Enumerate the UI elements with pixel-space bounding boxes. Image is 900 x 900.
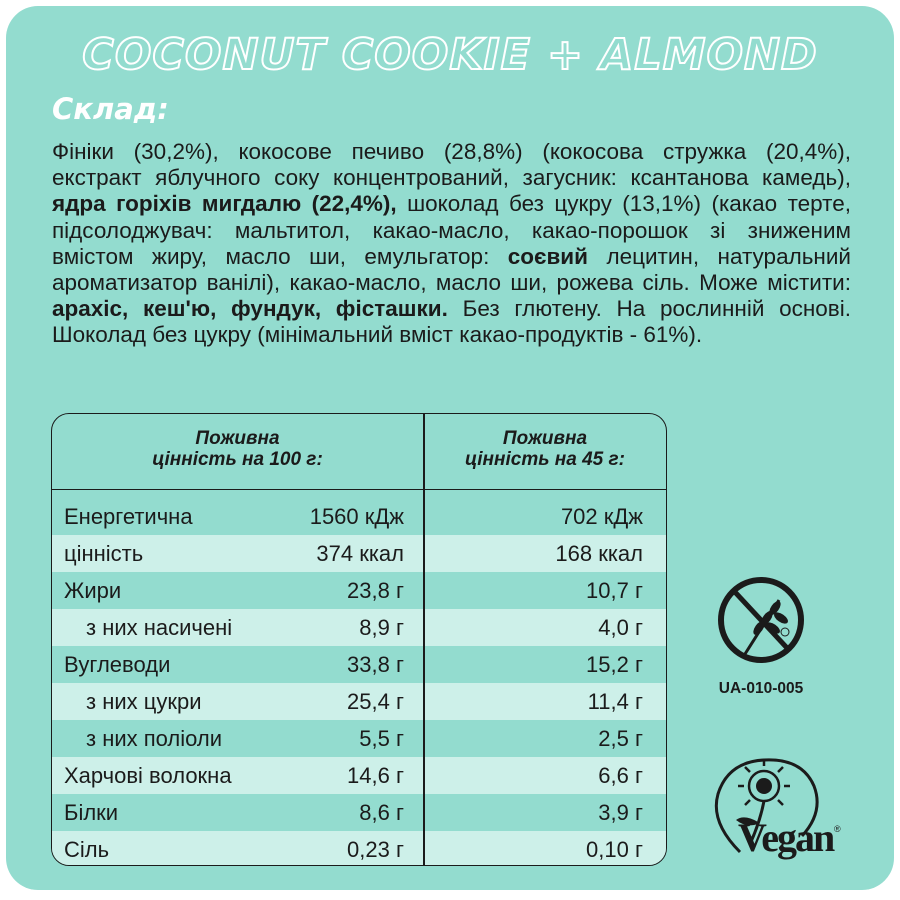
row-value-45g: 168 ккал (555, 541, 643, 566)
row-value-100g: 5,5 г (359, 726, 404, 751)
row-value-45g: 3,9 г (598, 800, 643, 825)
table-row (52, 498, 666, 535)
header-per-45g-line1: Поживна (502, 428, 588, 449)
vegan-registered-mark: ® (834, 824, 841, 834)
column-divider (423, 414, 425, 865)
table-row (52, 646, 666, 683)
row-label: Білки (64, 800, 119, 825)
row-value-100g: 1560 кДж (309, 504, 404, 529)
row-value-45g: 0,10 г (586, 837, 643, 862)
nutrition-table (51, 413, 667, 866)
row-value-100g: 374 ккал (316, 541, 404, 566)
table-row (52, 683, 666, 720)
table-row (52, 831, 666, 866)
row-label: цінність (64, 541, 144, 566)
composition-part: лецитин, натуральний ароматизатор ванілі), какао-масло, масло ши, рожева сіль. Може містити: (52, 243, 851, 296)
row-value-100g: 33,8 г (347, 652, 404, 677)
row-label: Вуглеводи (64, 652, 171, 677)
table-row (52, 572, 666, 609)
composition-allergen-almond: ядра горіхів мигдалю (22,4%), (52, 191, 397, 217)
row-label: Енергетична (64, 504, 193, 529)
table-row (52, 720, 666, 757)
header-per-100g-line1: Поживна (195, 428, 280, 449)
row-label: з них насичені (86, 615, 233, 640)
vegan-logo-text: Vegan (738, 815, 834, 860)
composition-part: шоколад без цукру (13,1%) (какао терте, підсолоджувач: мальтитол, какао-масло, какао-порошок зі зниженим вмістом жиру, масло ши, емульгатор: (52, 191, 851, 269)
row-value-100g: 8,9 г (359, 615, 404, 640)
composition-allergen-soy: соєвий (507, 243, 588, 269)
row-label: Жири (64, 578, 122, 603)
row-value-45g: 15,2 г (586, 652, 643, 677)
row-label: Сіль (64, 837, 110, 862)
row-value-45g: 2,5 г (598, 726, 643, 751)
row-label: з них цукри (86, 689, 202, 714)
composition-heading: Склад: (52, 92, 169, 126)
crossed-grain-icon (715, 572, 807, 681)
row-value-45g: 4,0 г (598, 615, 643, 640)
header-per-45g (424, 428, 666, 470)
gluten-free-code: UA-010-005 (718, 680, 804, 697)
row-value-100g: 8,6 г (359, 800, 404, 825)
composition-allergen-nuts: арахіс, кеш'ю, фундук, фісташки. (52, 296, 448, 322)
row-label: з них поліоли (86, 726, 223, 751)
row-label: Харчові волокна (64, 763, 232, 788)
row-value-45g: 702 кДж (560, 504, 643, 529)
table-row (52, 535, 666, 572)
table-row (52, 794, 666, 831)
nutrition-table-header (52, 414, 666, 490)
composition-text (52, 139, 851, 349)
product-title: COCONUT COOKIE + ALMOND (82, 30, 818, 80)
composition-part: Без глютену. На рослинній основі. Шоколад без цукру (мінімальний вміст какао-продуктів - 61%). (52, 296, 851, 348)
row-value-100g: 0,23 г (347, 837, 404, 862)
row-value-45g: 11,4 г (587, 689, 643, 714)
header-per-100g (52, 428, 423, 470)
row-value-45g: 10,7 г (586, 578, 643, 603)
header-per-100g-line2: цінність на 100 г: (152, 449, 323, 470)
row-value-45g: 6,6 г (598, 763, 643, 788)
table-row (52, 609, 666, 646)
header-per-45g-line2: цінність на 45 г: (464, 449, 625, 470)
composition-part: Фініки (30,2%), кокосове печиво (28,8%) (кокосова стружка (20,4%), екстракт яблучного соку концентрований, загусник: ксантанова камедь), (52, 139, 851, 191)
row-value-100g: 23,8 г (347, 578, 404, 603)
product-label-card (6, 6, 894, 890)
table-row (52, 757, 666, 794)
row-value-100g: 14,6 г (347, 763, 404, 788)
row-value-100g: 25,4 г (347, 689, 404, 714)
